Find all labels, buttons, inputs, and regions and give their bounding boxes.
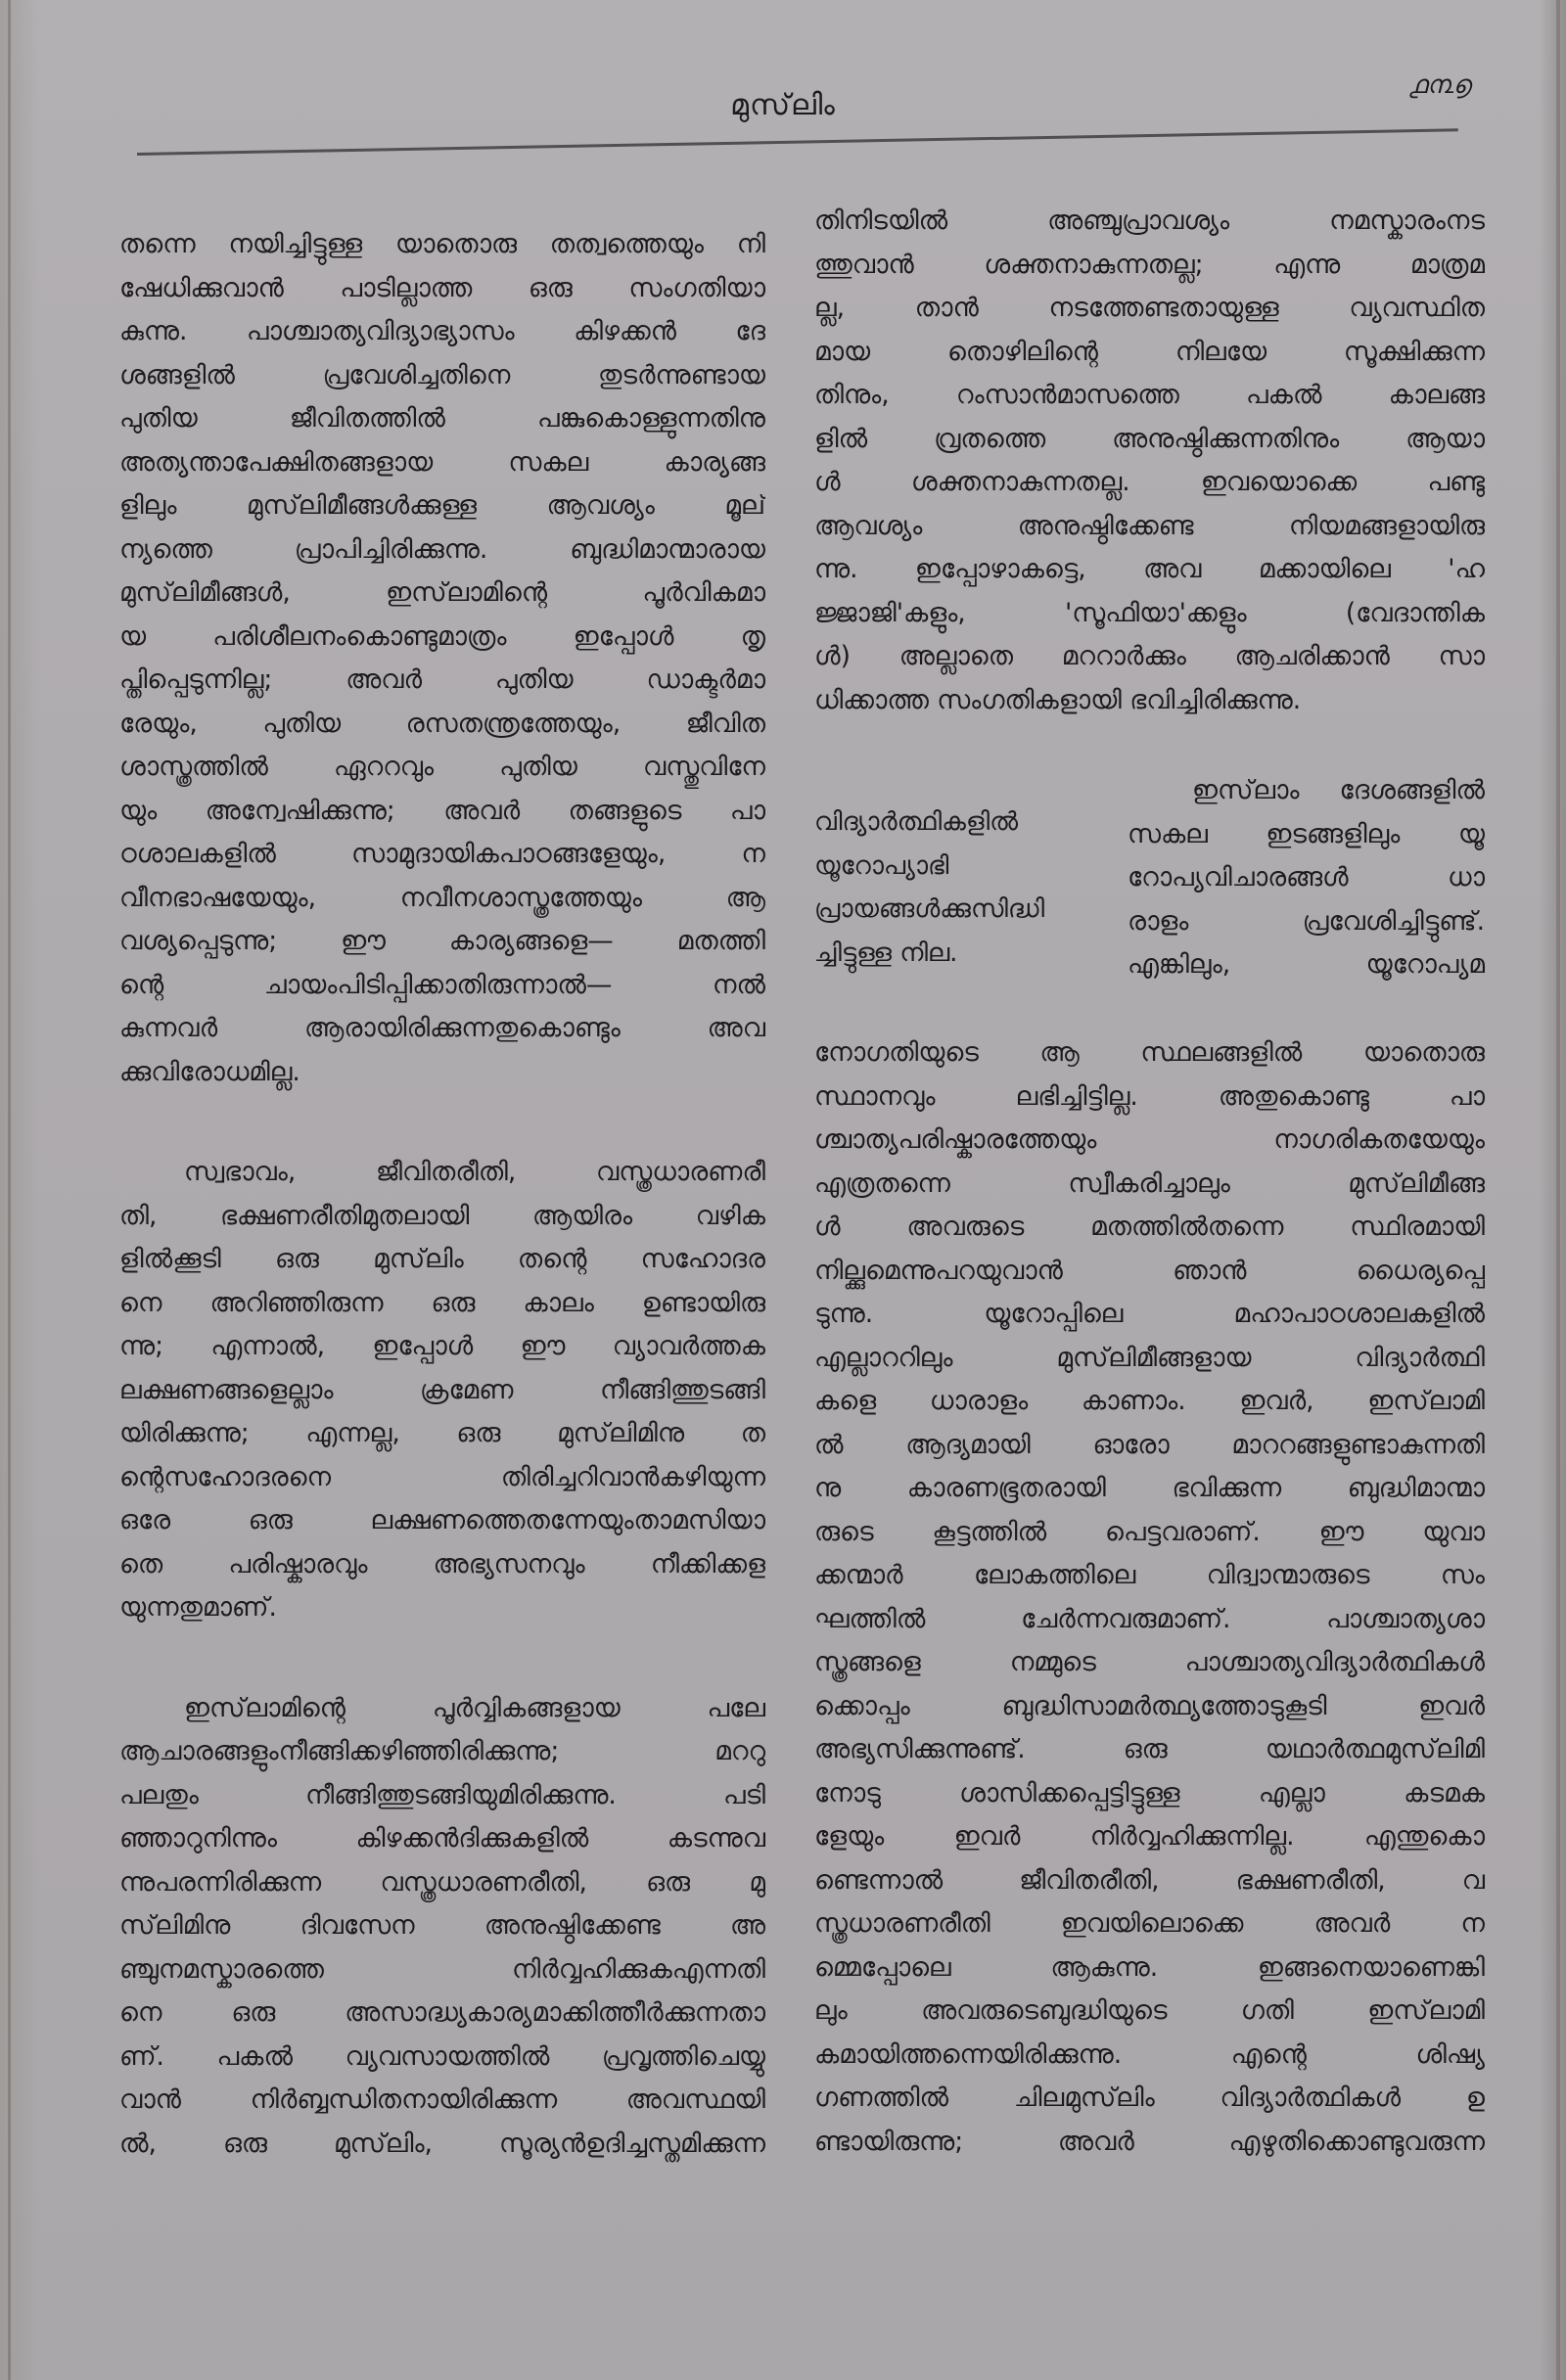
text-line: കളെ ധാരാളം കാണാം. ഇവർ, ഇസ്‌ലാമി	[814, 1386, 1485, 1416]
text-line: ണ്. പകൽ വ്യവസായത്തിൽ പ്രവൃത്തിചെയ്യു	[119, 2040, 765, 2072]
text-line: യുന്നതുമാണ്.	[119, 1592, 277, 1623]
paragraph-gap	[119, 1094, 765, 1151]
text-line: ന്നു; എന്നാൽ, ഇപ്പോൾ ഈ വ്യാവർത്തക	[119, 1331, 765, 1361]
text-line: ൾ) അല്ലാതെ മററാർക്കും ആചരിക്കാൻ സാ	[814, 641, 1485, 671]
text-line: മായ തൊഴിലിന്റെ നിലയേ സൂക്ഷിക്കുന്ന	[814, 336, 1485, 367]
text-line: ളിൽക്കൂടി ഒരു മുസ്‌ലിം തന്റെ സഹോദര	[119, 1244, 765, 1274]
left-column	[119, 223, 765, 2166]
text-line: ളിൽ വ്രതത്തെ അനുഷ്ഠിക്കുന്നതിനും ആയാ	[814, 423, 1485, 454]
text-line: സ്ത്രങ്ങളെ നമ്മുടെ പാശ്ചാത്യവിദ്യാർത്ഥികൾ	[814, 1647, 1485, 1677]
text-line: ശാസ്ത്രത്തിൽ ഏററവും പുതിയ വസ്തുവിനേ	[119, 752, 765, 782]
text-line: മുസ്‌ലിമീങ്ങൾ, ഇസ്‌ലാമിന്റെ പൂർവികമാ	[119, 577, 765, 608]
text-line: സ്ത്രധാരണരീതി ഇവയിലൊക്കെ അവർ ന	[814, 1908, 1485, 1939]
left-paragraph-3	[119, 1687, 765, 2167]
page-left-edge-shadow	[8, 0, 11, 2380]
header-rule	[137, 128, 1458, 156]
side-note-line: യൂറോപ്യാഭി	[814, 850, 949, 881]
text-line: പ്തിപ്പെടുന്നില്ല; അവർ പുതിയ ഡാക്ടർമാ	[119, 664, 765, 695]
running-title: മുസ്‌ലിം	[730, 88, 836, 122]
right-paragraph-2	[814, 1031, 1485, 2164]
text-line: കുന്നവർ ആരായിരിക്കുന്നതുകൊണ്ടും അവ	[119, 1013, 765, 1043]
text-line: പുതിയ ജീവിതത്തിൽ പങ്കുകൊള്ളുന്നതിനു	[119, 403, 765, 434]
text-line: രുടെ കൂട്ടത്തിൽ പെട്ടവരാണ്. ഈ യുവാ	[814, 1516, 1485, 1547]
text-line: ആചാരങ്ങളുംനീങ്ങിക്കഴിഞ്ഞിരിക്കുന്നു; മററു	[119, 1736, 765, 1766]
text-line: ലും അവരുടെബുദ്ധിയുടെ ഗതി ഇസ്‌ലാമി	[814, 1995, 1485, 2026]
text-line: ൽ, ഒരു മുസ്‌ലിം, സൂര്യൻഉദിച്ചസ്തമിക്കുന്ന	[119, 2128, 765, 2159]
side-body-text	[1128, 769, 1485, 987]
text-line: ഠശാലകളിൽ സാമുദായികപാഠങ്ങളേയും, ന	[119, 839, 765, 869]
text-line: ജ്ജാജി'കളും, 'സൂഫിയാ'ക്കളും (വേദാന്തിക	[814, 597, 1485, 628]
text-line: ണ്ടെന്നാൽ ജീവിതരീതി, ഭക്ഷണരീതി, വ	[814, 1864, 1485, 1896]
text-line: ന്റെസഹോദരനെ തിരിച്ചറിവാൻകഴിയുന്ന	[119, 1461, 765, 1492]
side-note-line: പ്രായങ്ങൾക്കുസിദ്ധി	[814, 894, 1045, 924]
side-note-section	[814, 769, 1485, 1031]
left-paragraph-2	[119, 1151, 765, 1630]
text-line: ൾ അവരുടെ മതത്തിൽതന്നെ സ്ഥിരമായി	[814, 1212, 1485, 1242]
text-line: തി, ഭക്ഷണരീതിമുതലായി ആയിരം വഴിക	[119, 1200, 765, 1231]
text-line: ന്റെ ചായംപിടിപ്പിക്കാതിരുന്നാൽ— നൽ	[119, 969, 765, 1000]
paragraph-gap	[119, 1630, 765, 1687]
text-line: യും അന്വേഷിക്കുന്നു; അവർ തങ്ങളുടെ പാ	[119, 795, 765, 826]
text-line: ക്കന്മാർ ലോകത്തിലെ വിദ്വാന്മാരുടെ സം	[814, 1560, 1485, 1590]
text-line: തന്നെ നയിച്ചിട്ടുള്ള യാതൊരു തത്വത്തെയും നി	[119, 229, 765, 259]
text-line: ഇസ്‌ലാം ദേശങ്ങളിൽ	[1192, 775, 1485, 805]
side-note-line: ച്ചിട്ടുള്ള നില.	[814, 938, 958, 968]
text-line: ത്തുവാൻ ശക്തനാകുന്നതല്ല; എന്നു മാത്രമ	[814, 249, 1485, 280]
margin-side-note	[814, 801, 1049, 975]
text-line: ഘത്തിൽ ചേർന്നവരുമാണ്. പാശ്ചാത്യശാ	[814, 1603, 1485, 1634]
text-line: ശങ്ങളിൽ പ്രവേശിച്ചതിനെ തുടർന്നുണ്ടായ	[119, 359, 765, 390]
text-line: ഷേധിക്കുവാൻ പാടില്ലാത്ത ഒരു സംഗതിയാ	[119, 272, 765, 303]
text-line: നു കാരണഭൂതരായി ഭവിക്കുന്ന ബുദ്ധിമാന്മാ	[814, 1473, 1485, 1503]
right-paragraph-1	[814, 200, 1485, 722]
text-line: ന്യത്തെ പ്രാപിച്ചിരിക്കുന്നു. ബുദ്ധിമാന്മാരായ	[119, 533, 765, 565]
text-line: കമായിത്തന്നെയിരിക്കുന്നു. എന്റെ ശിഷ്യ	[814, 2038, 1485, 2070]
left-paragraph-1	[119, 223, 765, 1094]
text-line: യിരിക്കുന്നു; എന്നല്ല, ഒരു മുസ്‌ലിമിനു ത	[119, 1418, 765, 1448]
text-line: വശ്യപ്പെടുന്നു; ഈ കാര്യങ്ങളെ— മതത്തി	[119, 926, 765, 956]
text-line: എല്ലാററിലും മുസ്‌ലിമീങ്ങളായ വിദ്യാർത്ഥി	[814, 1342, 1485, 1373]
text-line: ടുന്നു. യൂറോപ്പിലെ മഹാപാഠശാലകളിൽ	[814, 1299, 1485, 1329]
page-number: ൧൩൭	[1409, 70, 1471, 100]
text-line: രേയും, പുതിയ രസതന്ത്രത്തേയും, ജീവിത	[119, 708, 765, 739]
text-line: ഒരേ ഒരു ലക്ഷണത്തെതന്നേയുംതാമസിയാ	[119, 1505, 765, 1535]
right-column	[814, 200, 1485, 2164]
text-line: സ്വഭാവം, ജീവിതരീതി, വസ്ത്രധാരണരീ	[184, 1157, 765, 1187]
text-line: ഞ്ചുനമസ്കാരത്തെ നിർവ്വഹിക്കുകഎന്നതി	[119, 1953, 765, 1985]
text-line: സ്ഥാനവും ലഭിച്ചിട്ടില്ല. അതുകൊണ്ടു പാ	[814, 1080, 1485, 1112]
text-line: എത്രതന്നെ സ്വീകരിച്ചാലും മുസ്‌ലിമീങ്ങ	[814, 1167, 1485, 1199]
text-line: നോഗതിയുടെ ആ സ്ഥലങ്ങളിൽ യാതൊരു	[814, 1037, 1485, 1068]
text-line: ഞ്ഞാറുനിന്നും കിഴക്കൻദിക്കുകളിൽ കടന്നുവ	[119, 1823, 765, 1854]
page-right-edge-shadow	[1556, 0, 1560, 2380]
text-line: ളിലും മുസ്‌ലിമീങ്ങൾക്കുള്ള ആവശ്യം മൂല്	[119, 490, 765, 521]
side-note-line: വിദ്യാർത്ഥികളിൽ	[814, 807, 1019, 837]
text-line: അഭ്യസിക്കുന്നുണ്ട്. ഒരു യഥാർത്ഥമുസ്‌ലിമി	[814, 1734, 1485, 1764]
text-line: എങ്കിലും, യൂറോപ്യമ	[1128, 949, 1485, 980]
text-line: സ്‌ലിമിനു ദിവസേന അനുഷ്ഠിക്കേണ്ട അ	[119, 1910, 765, 1941]
text-line: ളേയും ഇവർ നിർവ്വഹിക്കുന്നില്ല. എന്തുകൊ	[814, 1821, 1485, 1852]
text-line: ധിക്കാത്ത സംഗതികളായി ഭവിച്ചിരിക്കുന്നു.	[814, 684, 1302, 715]
text-line: രാളം പ്രവേശിച്ചിട്ടുണ്ട്.	[1128, 905, 1485, 937]
text-line: ഇസ്‌ലാമിന്റെ പൂർവ്വികങ്ങളായ പലേ	[184, 1692, 765, 1723]
text-line: ആവശ്യം അനുഷ്ഠിക്കേണ്ട നിയമങ്ങളായിരു	[814, 510, 1485, 541]
text-line: റോപ്യവിചാരങ്ങൾ ധാ	[1128, 862, 1485, 892]
text-line: തെ പരിഷ്കാരവും അഭ്യസനവും നീക്കിക്കള	[119, 1548, 765, 1579]
text-line: ൾ ശക്തനാകുന്നതല്ല. ഇവയൊക്കെ പണ്ടു	[814, 467, 1485, 497]
text-line: ണ്ടായിരുന്നു; അവർ എഴുതിക്കൊണ്ടുവരുന്ന	[814, 2126, 1485, 2157]
text-line: ൽ ആദ്യമായി ഓരോ മാററങ്ങളുണ്ടാകുന്നതി	[814, 1429, 1485, 1460]
text-line: ക്കുവിരോധമില്ല.	[119, 1056, 300, 1087]
text-line: സകല ഇടങ്ങളിലും യൂ	[1128, 818, 1485, 849]
text-line: നെ ഒരു അസാദ്ധ്യകാര്യമാക്കിത്തീർക്കുന്നതാ	[119, 1997, 765, 2028]
text-line: ല്ല, താൻ നടത്തേണ്ടതായുള്ള വ്യവസ്ഥിത	[814, 293, 1485, 323]
text-line: യ പരിശീലനംകൊണ്ടുമാത്രം ഇപ്പോൾ തൃ	[119, 620, 765, 652]
text-line: ശ്ചാത്യപരിഷ്കാരത്തേയും നാഗരികതയേയും	[814, 1124, 1485, 1155]
text-line: തിനിടയിൽ അഞ്ചുപ്രാവശ്യം നമസ്കാരംനട	[814, 206, 1485, 236]
text-line: പലതും നീങ്ങിത്തുടങ്ങിയുമിരിക്കുന്നു. പടി	[119, 1779, 765, 1810]
text-line: വീനഭാഷയേയും, നവീനശാസ്ത്രത്തേയും ആ	[119, 882, 765, 913]
text-line: നെ അറിഞ്ഞിരുന്ന ഒരു കാലം ഉണ്ടായിരു	[119, 1287, 765, 1318]
text-line: തിനും, റംസാൻമാസത്തെ പകൽ കാലങ്ങ	[814, 380, 1485, 410]
text-line: നോടു ശാസിക്കപ്പെട്ടിട്ടുള്ള എല്ലാ കടമക	[814, 1777, 1485, 1808]
text-line: നില്ക്കുമെന്നുപറയുവാൻ ഞാൻ ധൈര്യപ്പെ	[814, 1255, 1485, 1286]
text-line: മ്മെപ്പോലെ ആകുന്നു. ഇങ്ങനെയാണെങ്കി	[814, 1951, 1485, 1983]
text-line: വാൻ നിർബ്ബന്ധിതനായിരിക്കുന്ന അവസ്ഥയി	[119, 2084, 765, 2115]
text-line: ന്നുപരന്നിരിക്കുന്ന വസ്ത്രധാരണരീതി, ഒരു മു	[119, 1866, 765, 1898]
text-line: കുന്നു. പാശ്ചാത്യവിദ്യാഭ്യാസം കിഴക്കൻ ദേ	[119, 316, 765, 346]
text-line: അത്യന്താപേക്ഷിതങ്ങളായ സകല കാര്യങ്ങ	[119, 446, 765, 478]
text-line: ന്നു. ഇപ്പോഴാകട്ടെ, അവ മക്കായിലെ 'ഹ	[814, 554, 1485, 584]
text-line: ക്കൊപ്പം ബുദ്ധിസാമർത്ഥ്യത്തോടുകൂടി ഇവർ	[814, 1690, 1485, 1721]
text-line: ലക്ഷണങ്ങളെല്ലാം ക്രമേണ നീങ്ങിത്തുടങ്ങി	[119, 1374, 765, 1405]
text-line: ഗണത്തിൽ ചിലമുസ്‌ലിം വിദ്യാർത്ഥികൾ ഉ	[814, 2082, 1485, 2113]
